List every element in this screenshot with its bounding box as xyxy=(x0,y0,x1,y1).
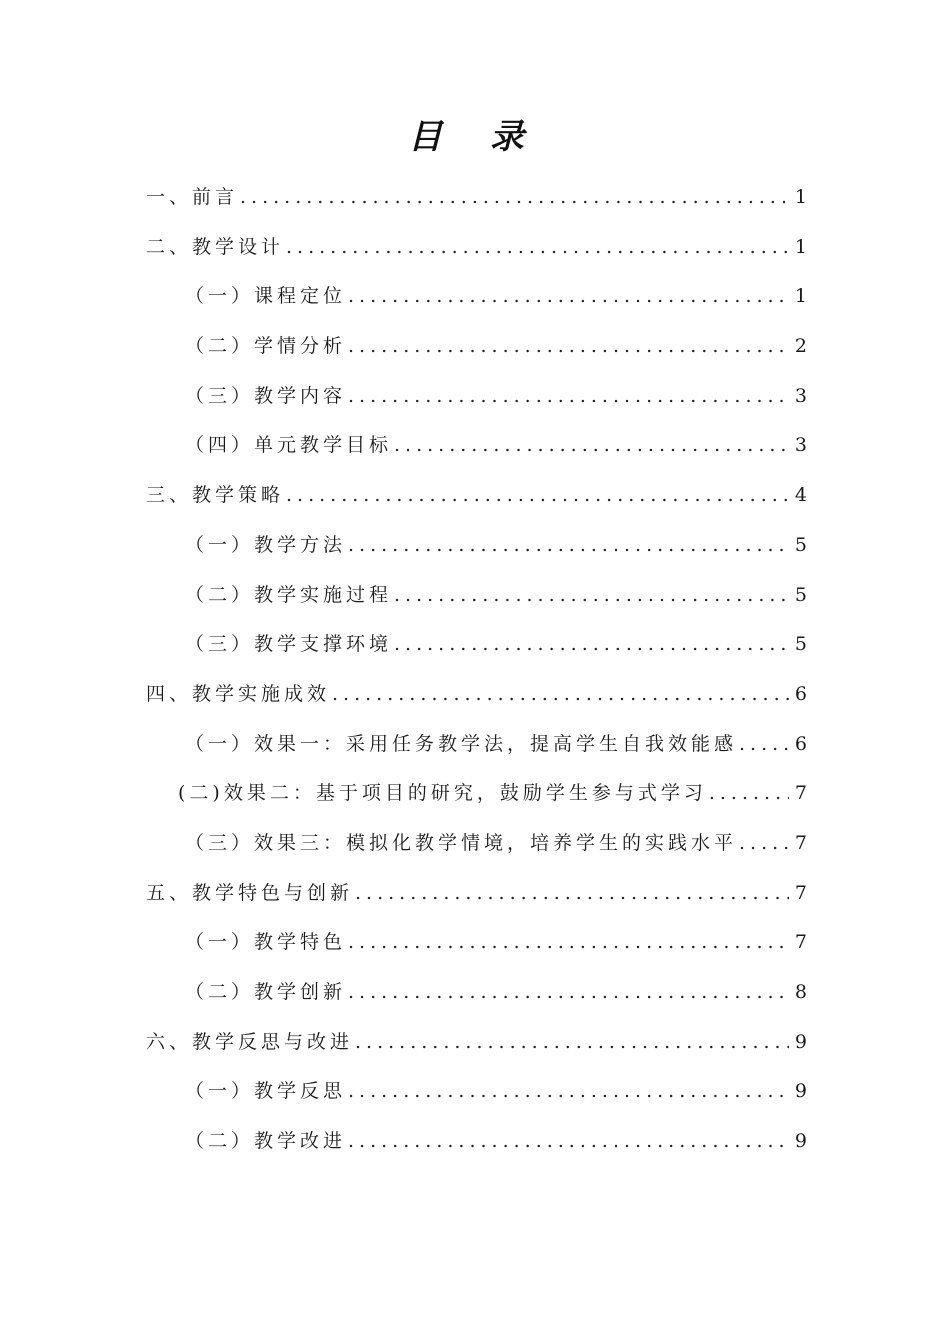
toc-entry-label: 六、教学反思与改进 xyxy=(146,1031,354,1053)
toc-entry[interactable] xyxy=(146,480,807,510)
toc-entry[interactable] xyxy=(146,182,807,212)
toc-dot-leader xyxy=(348,1076,789,1106)
toc-entry[interactable] xyxy=(185,828,807,858)
toc-entry[interactable] xyxy=(146,232,807,262)
toc-entry-page: 9 xyxy=(794,1031,807,1053)
toc-entry-label: （一）教学反思 xyxy=(185,1080,347,1102)
toc-dot-leader xyxy=(394,580,789,610)
toc-entry[interactable] xyxy=(185,430,807,460)
toc-dot-leader xyxy=(348,927,789,957)
toc-entry[interactable] xyxy=(185,927,807,957)
toc-entry-page: 5 xyxy=(794,584,807,606)
toc-entry-page: 4 xyxy=(794,484,807,506)
toc-entry-label: （三）教学内容 xyxy=(185,385,347,407)
toc-entry-page: 6 xyxy=(794,683,807,705)
toc-dot-leader xyxy=(739,828,789,858)
toc-entry-label: 二、教学设计 xyxy=(146,236,285,258)
toc-entry-label: （三）效果三：模拟化教学情境，培养学生的实践水平 xyxy=(185,832,738,854)
toc-entry[interactable] xyxy=(185,629,807,659)
toc-entry-page: 7 xyxy=(794,931,807,953)
toc-entry-page: 3 xyxy=(794,434,807,456)
toc-dot-leader xyxy=(332,679,789,709)
toc-dot-leader xyxy=(286,480,789,510)
toc-dot-leader xyxy=(355,878,789,908)
toc-entry-label: （一）教学方法 xyxy=(185,534,347,556)
toc-dot-leader xyxy=(355,1027,789,1057)
toc-entry-label: （二）教学创新 xyxy=(185,981,347,1003)
toc-entry[interactable] xyxy=(185,1076,807,1106)
toc-entry[interactable] xyxy=(185,331,807,361)
toc-dot-leader xyxy=(739,729,789,759)
toc-entry-label: （一）效果一：采用任务教学法，提高学生自我效能感 xyxy=(185,733,738,755)
toc-entry-label: （三）教学支撑环境 xyxy=(185,633,393,655)
toc-dot-leader xyxy=(394,430,789,460)
toc-dot-leader xyxy=(348,977,789,1007)
toc-entry-page: 5 xyxy=(794,633,807,655)
toc-entry[interactable] xyxy=(185,729,807,759)
toc-dot-leader xyxy=(348,1126,789,1156)
toc-entry-label: 五、教学特色与创新 xyxy=(146,882,354,904)
toc-entry-page: 9 xyxy=(794,1080,807,1102)
toc-entry-label: 一、前言 xyxy=(146,186,239,208)
toc-entry[interactable] xyxy=(178,778,807,808)
toc-entry-page: 7 xyxy=(794,882,807,904)
toc-entry[interactable] xyxy=(146,679,807,709)
toc-entry-page: 2 xyxy=(794,335,807,357)
toc-entry[interactable] xyxy=(185,281,807,311)
toc-dot-leader xyxy=(394,629,789,659)
toc-dot-leader xyxy=(348,381,789,411)
toc-entry-label: 四、教学实施成效 xyxy=(146,683,331,705)
toc-entry[interactable] xyxy=(185,580,807,610)
toc-entry-page: 7 xyxy=(794,832,807,854)
toc-entry-page: 1 xyxy=(794,285,807,307)
toc-entry-label: （二）教学实施过程 xyxy=(185,584,393,606)
toc-entry-label: (二)效果二：基于项目的研究，鼓励学生参与式学习 xyxy=(178,782,707,804)
toc-entry-label: （二）学情分析 xyxy=(185,335,347,357)
toc-entry-page: 9 xyxy=(794,1130,807,1152)
toc-entry-page: 6 xyxy=(794,733,807,755)
toc-entry-page: 1 xyxy=(794,186,807,208)
toc-entry-page: 1 xyxy=(794,236,807,258)
toc-title: 目 录 xyxy=(408,117,542,157)
toc-dot-leader xyxy=(348,281,789,311)
toc-entry-page: 8 xyxy=(794,981,807,1003)
toc-dot-leader xyxy=(286,232,789,262)
toc-entry-label: （一）课程定位 xyxy=(185,285,347,307)
toc-dot-leader xyxy=(348,331,789,361)
toc-dot-leader xyxy=(348,530,789,560)
toc-dot-leader xyxy=(709,778,789,808)
toc-entry-label: （四）单元教学目标 xyxy=(185,434,393,456)
toc-entry[interactable] xyxy=(185,381,807,411)
toc-dot-leader xyxy=(240,182,789,212)
toc-entry-page: 5 xyxy=(794,534,807,556)
toc-entry[interactable] xyxy=(185,977,807,1007)
toc-entry[interactable] xyxy=(146,878,807,908)
toc-entry[interactable] xyxy=(185,1126,807,1156)
toc-entry[interactable] xyxy=(185,530,807,560)
toc-entry-label: （一）教学特色 xyxy=(185,931,347,953)
toc-entry-page: 3 xyxy=(794,385,807,407)
toc-entry-label: 三、教学策略 xyxy=(146,484,285,506)
toc-entry-label: （二）教学改进 xyxy=(185,1130,347,1152)
toc-entry[interactable] xyxy=(146,1027,807,1057)
toc-entry-page: 7 xyxy=(794,782,807,804)
